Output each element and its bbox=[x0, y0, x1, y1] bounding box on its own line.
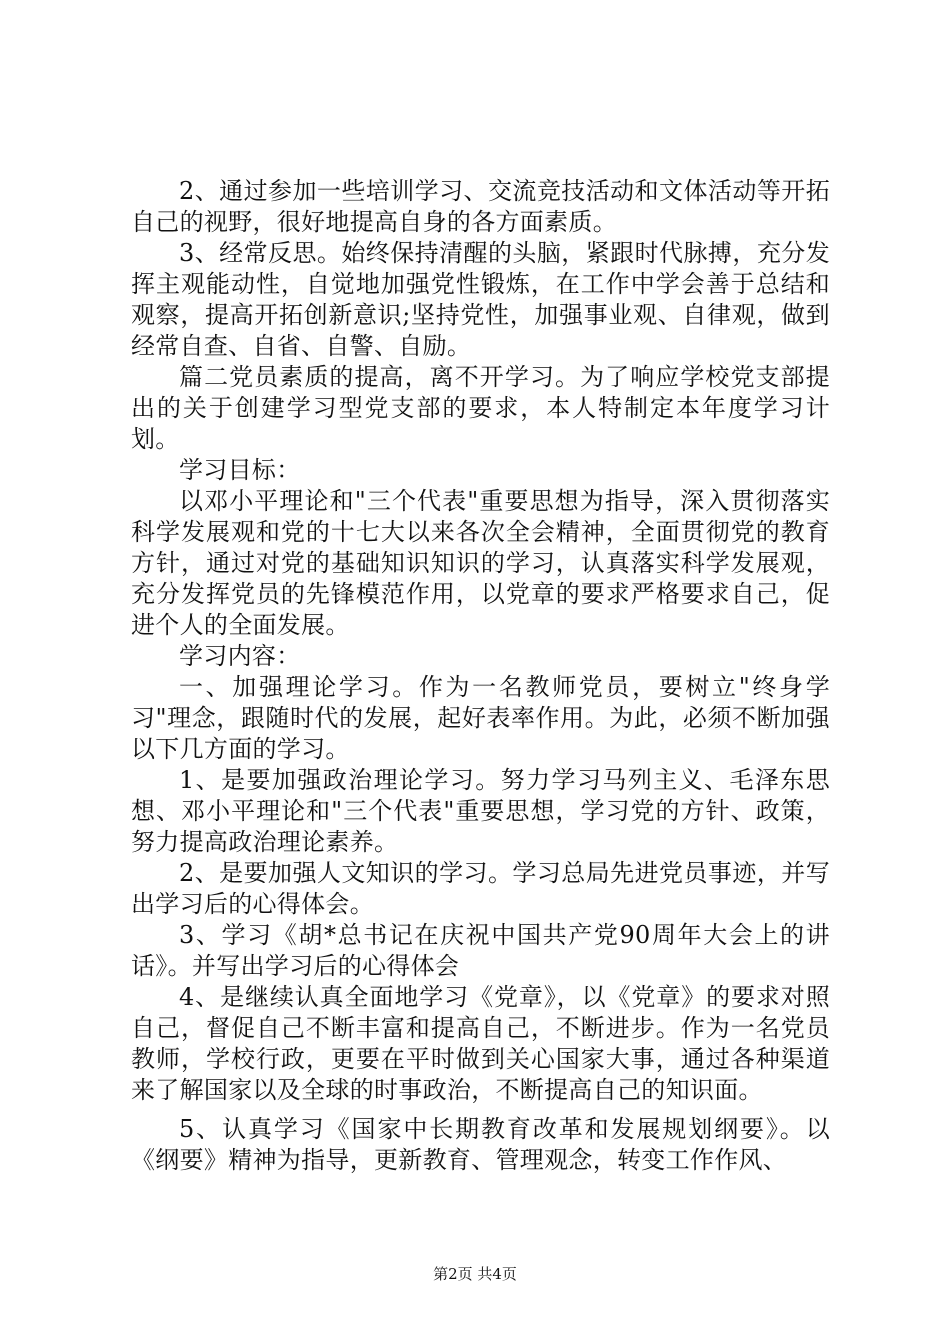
paragraph-2: 3、经常反思。始终保持清醒的头脑，紧跟时代脉搏，充分发挥主观能动性，自觉地加强党性锻炼，在工作中学会善于总结和观察，提高开拓创新意识;坚持党性，加强事业观、自律观，做到经常自查、自省、自警、自励。 bbox=[131, 239, 830, 360]
paragraph-8: 1、是要加强政治理论学习。努力学习马列主义、毛泽东思想、邓小平理论和"三个代表"重要思想，学习党的方针、政策，努力提高政治理论素养。 bbox=[131, 766, 830, 856]
paragraph-3: 篇二党员素质的提高，离不开学习。为了响应学校党支部提出的关于创建学习型党支部的要求，本人特制定本年度学习计划。 bbox=[131, 363, 830, 453]
paragraph-7: 一、加强理论学习。作为一名教师党员，要树立"终身学习"理念，跟随时代的发展，起好表率作用。为此，必须不断加强以下几方面的学习。 bbox=[131, 673, 830, 763]
paragraph-12: 5、认真学习《国家中长期教育改革和发展规划纲要》。以《纲要》精神为指导，更新教育、管理观念，转变工作作风、 bbox=[131, 1115, 830, 1174]
document-body bbox=[131, 176, 830, 1176]
page-footer bbox=[0, 1264, 950, 1284]
paragraph-9: 2、是要加强人文知识的学习。学习总局先进党员事迹，并写出学习后的心得体会。 bbox=[131, 859, 830, 918]
paragraph-5: 以邓小平理论和"三个代表"重要思想为指导，深入贯彻落实科学发展观和党的十七大以来各次全会精神，全面贯彻党的教育方针，通过对党的基础知识知识的学习，认真落实科学发展观，充分发挥党员的先锋模范作用，以党章的要求严格要求自己，促进个人的全面发展。 bbox=[131, 487, 830, 639]
paragraph-4-heading: 学习目标： bbox=[179, 456, 301, 484]
paragraph-11: 4、是继续认真全面地学习《党章》，以《党章》的要求对照自己，督促自己不断丰富和提高自己，不断进步。作为一名党员教师，学校行政，更要在平时做到关心国家大事，通过各种渠道来了解国家以及全球的时事政治，不断提高自己的知识面。 bbox=[131, 983, 830, 1104]
paragraph-6-heading: 学习内容： bbox=[179, 642, 301, 670]
page-number-label: 第2页 共4页 bbox=[433, 1265, 517, 1283]
paragraph-1: 2、通过参加一些培训学习、交流竞技活动和文体活动等开拓自己的视野，很好地提高自身的各方面素质。 bbox=[131, 177, 830, 236]
paragraph-10: 3、学习《胡*总书记在庆祝中国共产党90周年大会上的讲话》。并写出学习后的心得体会 bbox=[131, 921, 830, 980]
